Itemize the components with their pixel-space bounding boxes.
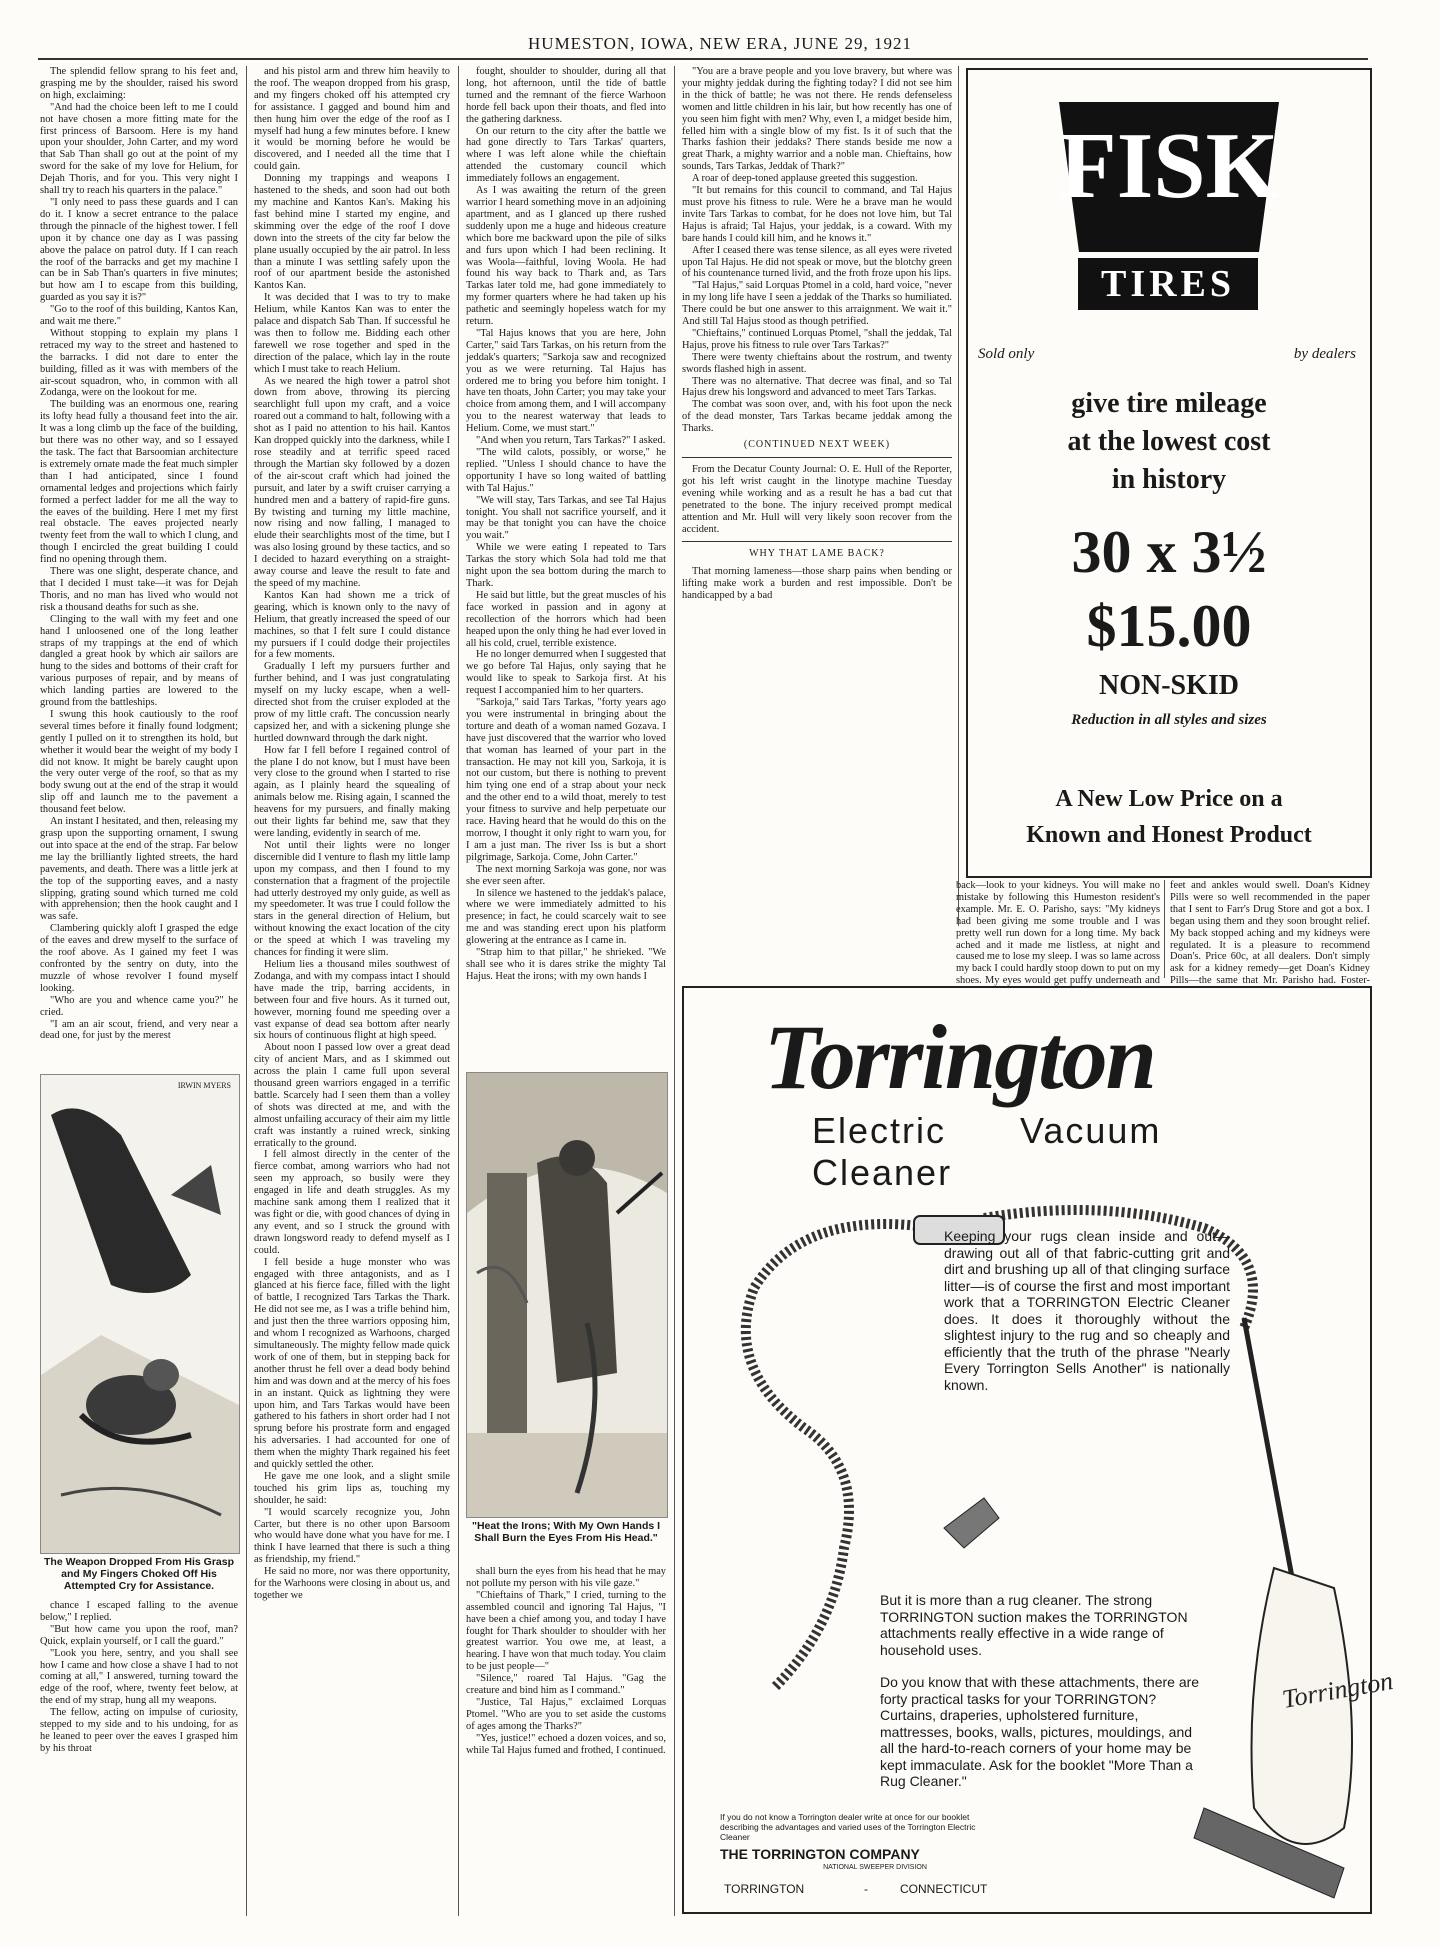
tal-hajus-drawing [467, 1073, 667, 1517]
col2-p: Not until their lights were no longer discernible did I venture to flash my little lamp upon my compass, and then I found to my consternation that a fragment of the projectile had utterly destroyed my only guide, as well as my speedometer. It was true I could follow the stars in the general direction of Helium, but without knowing the exact location of the city or the speed at which I was traveling my chances for finding it were slim. [254, 839, 450, 959]
col2-p: He gave me one look, and a slight smile touched his grim lips as, touching my shoulder, he said: [254, 1470, 450, 1506]
col2-p: I fell beside a huge monster who was engaged with three antagonists, and as I glanced at his fierce face, filled with the light of battle, I recognized Tars Tarkas the Thark. He did not see me, as I was a trifle behind him, and just then the three warriors opposing him, and whom I recognized as Warhoons, charged simultaneously. The mighty fellow made quick work of one of them, but in stepping back for another thrust he fell over a dead body behind him and was down and at the mercy of his foes in an instant. Quick as lightning they were upon him, and Tars Tarkas would have been gathered to his fathers in short order had I not sprung before his prostrate form and engaged his adversaries. I had accounted for one of them when the mighty Thark regained his feet and quickly settled the other. [254, 1256, 450, 1471]
column-rule [246, 66, 247, 1916]
caption-col1: The Weapon Dropped From His Grasp and My Fingers Choked Off His Attempted Cry for Assistance. [44, 1556, 234, 1592]
doans-right [1170, 880, 1370, 987]
bag-logo-text: Torrington [1280, 1665, 1396, 1714]
col1-after-p: "Look you here, sentry, and you shall see how I came and how close a shave I had to not coming at all," I answered, turning toward the edge of the roof, where, twenty feet below, at the end of my strap, hung all my weapons. [40, 1647, 238, 1707]
col2-p: How far I fell before I regained control of the plane I do not know, but I must have been very close to the ground when I started to rise again, as I plainly heard the squealing of animals below me. Rising again, I scanned the heavens for my pursuers, and finally making out their lights far behind me, saw that they were landing, evidently in search of me. [254, 744, 450, 839]
col3-p: He said but little, but the great muscles of his face worked in passion and in agony at recollection of the horrors which had been heaped upon the only thing he had ever loved in all his cold, cruel, terrible existence. [466, 589, 666, 649]
torrington-cleaner: Cleaner [812, 1152, 953, 1193]
torrington-city: TORRINGTON [724, 1882, 805, 1896]
torrington-logo: Torrington [764, 1006, 1155, 1108]
masthead-rule [38, 58, 1368, 60]
torrington-state: CONNECTICUT [900, 1882, 988, 1896]
col1-p: I swung this hook cautiously to the roof several times before it finally found lodgment; gently I pulled on it to strengthen its hold, but whether it would bear the weight of my body I did not know. It might be barely caught upon the very outer verge of the roof, so that as my body swung out at the end of the strap it would slip off and launch me to the pavement a thousand feet below. [40, 708, 238, 816]
col3-after-p: shall burn the eyes from his head that he may not pollute my person with his vile gaze." [466, 1566, 666, 1589]
illustrator-signature: IRWIN MYERS [177, 1081, 231, 1090]
col3-p: As I was awaiting the return of the green warrior I heard something move in an adjoining apartment, and as I glanced up there rushed suddenly upon me a huge and hideous creature which bore me backward upon the pile of silks and furs upon which I had been reclining. It was Woola—faithful, loving Woola. He had found his way back to Thark and, as Tars Tarkas later told me, had gone immediately to my former quarters where he had taken up his pathetic and seemingly hopeless watch for my return. [466, 185, 666, 328]
col3-p: "We will stay, Tars Tarkas, and see Tal Hajus tonight. You shall not sacrifice yourself, and it may be that tonight you can have the choice you wait." [466, 494, 666, 542]
col2-p: He said no more, nor was there opportunity, for the Warhoons were closing in about us, and together we [254, 1566, 450, 1601]
column-3 [466, 66, 666, 1066]
torrington-electric: Electric [812, 1110, 947, 1151]
col4-p: There was no alternative. That decree was final, and so Tal Hajus drew his longsword and advanced to meet Tars Tarkas. [682, 375, 952, 399]
col1-p: The building was an enormous one, rearing its lofty head fully a thousand feet into the air. It was a long climb up the face of the building, but there was no other way, and so I essayed the task. The fact that Barsoomian architecture is extremely ornate made the feat much simpler than I had anticipated, since I found ornamental ledges and projections which fairly formed a perfect ladder for me all the way to the eaves of the building. Here I met my first real obstacle. The eaves projected nearly twenty feet from the wall to which I clung, and though I encircled the great building I could find no opening through them. [40, 399, 238, 566]
masthead: HUMESTON, IOWA, NEW ERA, JUNE 29, 1921 [528, 34, 912, 53]
col4-p: A roar of deep-toned applause greeted this suggestion. [692, 173, 918, 185]
torrington-body-1: Keeping your rugs clean inside and out—drawing out all of that fabric-cutting grit and dirt and brushing up all of that clinging surface litter—is of course the first and most important work that a TORRINGTON Electric Cleaner does. It does it thoroughly without the slightest injury to the rug and so cheaply and efficiently that the truth of the phrase "Nearly Every Torrington Sells Another" is nationally known. [944, 1228, 1230, 1393]
fisk-brand-text: FISK [1059, 114, 1279, 218]
col4-p: "It but remains for this council to command, and Tal Hajus must prove his fitness to rule. Were he a brave man he would invite Tars Tarkas to combat, for he does not love him, but Tal Hajus is afraid; Tal Hajus, your jeddak, is a coward. With my bare hands I could kill him, and he knows it." [682, 185, 952, 244]
col3-p: "The wild calots, possibly, or worse," he replied. "Unless I should chance to have the opportunity I have so long waited of battling with Tal Hajus." [466, 447, 666, 494]
fisk-headline-1: give tire mileage [1071, 388, 1267, 419]
col1-p: Clambering quickly aloft I grasped the edge of the eaves and drew myself to the surface of the roof above. As I gained my feet I was confronted by the sentry on duty, into the muzzle of whose revolver I found myself looking. [40, 923, 238, 994]
col1-p: "Go to the roof of this building, Kantos Kan, and wait me there." [40, 304, 238, 328]
fisk-sold-only: Sold only [978, 346, 1035, 362]
doans-left-text: back—look to your kidneys. You will make no mistake by following this Humeston resident's example. Mr. E. O. Parisho, says: "My kidneys had been giving me some trouble and I was pretty well run down for a long time. My back ached and it made me listless, at night and caused me to lose my sleep. I was so lame across my back I could hardly stoop down to put on my shoes. My eyes would get puffy underneath and [956, 880, 1161, 987]
col2-p: Helium lies a thousand miles southwest of Zodanga, and with my compass intact I should have made the trip, barring accidents, in between four and five hours. As it turned out, however, morning found me speeding over a vast expanse of dead sea bottom after nearly six hours of continuous flight at high speed. [254, 958, 450, 1042]
col4-p: After I ceased there was tense silence, as all eyes were riveted upon Tal Hajus. He did not speak or move, but the blotchy green of his countenance turned livid, and the froth froze upon his lips. [682, 244, 952, 280]
col2-p: About noon I passed low over a great dead city of ancient Mars, and as I skimmed out across the plain I came full upon several thousand green warriors engaged in a terrific battle. Scarcely had I seen them than a volley of shots was directed at me, and with the almost unfailing accuracy of their aim my little craft was instantly a ruined wreck, sinking erratically to the ground. [254, 1042, 450, 1149]
col1-p: "I am an air scout, friend, and very near a dead one, for just by the merest [40, 1018, 238, 1042]
fisk-price: $15.00 [1086, 593, 1252, 659]
fisk-headline-3: in history [1111, 464, 1227, 495]
column-rule [958, 66, 959, 926]
col2-p: It was decided that I was to try to make Helium, while Kantos Kan was to enter the palace and dispatch Sab Than. If successful he was then to follow me. Bidding each other farewell we rose together and sped in the direction of the palace, which lay in the route which I must take to reach Helium. [254, 292, 450, 375]
col2-p: "I would scarcely recognize you, John Carter, but there is no other upon Barsoom who would have done what you have for me. I think I have learned that there is such a thing as friendship, my friend." [254, 1506, 450, 1566]
col3-after-p: "Justice, Tal Hajus," exclaimed Lorquas Ptomel. "Who are you to set aside the customs of ages among the Tharks?" [466, 1696, 666, 1732]
sentry-struggle-drawing [41, 1075, 239, 1553]
fisk-ad [966, 68, 1372, 878]
col3-p: "And when you return, Tars Tarkas?" I asked. [476, 435, 666, 447]
col2-p: Gradually I left my pursuers further and further behind, and I was just congratulating myself on my lucky escape, when a well-directed shot from the cruiser exploded at the prow of my little craft. The concussion nearly capsized her, and with a sickening plunge she hurtled downward through the dark night. [254, 661, 450, 744]
column-1-continued [40, 1600, 238, 1910]
column-rule [458, 66, 459, 1916]
col2-p: I fell almost directly in the center of the fierce combat, among warriors who had not seen my approach, so busily were they engaged in life and death struggles. As my machine sank among them I realized that it was fight or die, with good chances of dying in any event, and so I struck the ground with drawn longsword ready to defend myself as I could. [254, 1149, 450, 1256]
col1-p: "Who are you and whence came you?" he cried. [40, 994, 238, 1018]
divider [682, 541, 952, 542]
torrington-dash: - [864, 1882, 868, 1896]
col3-p: "Sarkoja," said Tars Tarkas, "forty years ago you were instrumental in bringing about the torture and death of a woman named Gozava. I have just discovered that the warrior who loved that woman has learned of your part in the transaction. He may not kill you, Sarkoja, it is not our custom, but there is nothing to prevent him tying one end of a strap about your neck and the other end to a wild thoat, merely to test your fitness to survive and help perpetuate our race. Having heard that he would do this on the morrow, I thought it only right to warn you, for I am a just man. The river Iss is but a short pilgrimage, Sarkoja. Come, John Carter." [466, 697, 666, 863]
col1-p: Without stopping to explain my plans I retraced my way to the street and hastened to the barracks. I did not dare to enter the building, filled as it was with members of the air-scout squadron, who, in common with all Zodanga, were on the lookout for me. [40, 327, 238, 399]
torrington-body-2: But it is more than a rug cleaner. The strong TORRINGTON suction makes the TORRINGTON attachments really effective in a wide range of household uses. [880, 1592, 1188, 1658]
torrington-vacuum: Vacuum [1020, 1110, 1162, 1151]
continued-notice: (CONTINUED NEXT WEEK) [743, 439, 891, 451]
col3-p: He no longer demurred when I suggested that we go before Tal Hajus, only saying that he would like to speak to Sarkoja first. At his request I accompanied him to her quarters. [466, 649, 666, 697]
torrington-division: NATIONAL SWEEPER DIVISION [823, 1864, 927, 1871]
decatur-item: From the Decatur County Journal: O. E. Hull of the Reporter, got his left wrist caught in the linotype machine Tuesday evening while working and as a result he has a bad cut that penetrated to the bone. The injury received prompt medical attention and Mr. Hull will very likely soon recover from the accident. [682, 464, 952, 535]
col1-p: "And had the choice been left to me I could not have chosen a more fitting mate for the first princess of Barsoom. Here is my hand upon your shoulder, John Carter, and my word that Sab Than shall go out at the point of my sword for the sake of my love for Helium, for Dejah Thoris, and for you. This very night I shall try to reach his quarters in the palace." [40, 101, 238, 197]
column-rule [1164, 880, 1165, 978]
col1-after-p: chance I escaped falling to the avenue below," I replied. [40, 1600, 238, 1623]
col1-after-p: "But how came you upon the roof, man? Quick, explain yourself, or I call the guard." [40, 1623, 238, 1647]
col3-p: "Strap him to that pillar," he shrieked. "We shall see who it is dares strike the mighty Tal Hajus. Heat the irons; with my own hands I [466, 947, 666, 982]
col4-p: There were twenty chieftains about the rostrum, and twenty swords flashed high in assent. [682, 351, 952, 375]
fisk-tires-wordmark: TIRES [1078, 258, 1258, 310]
col4-p: "You are a brave people and you love bravery, but where was your mighty jeddak during the fighting today? I did not see him in the thick of battle; he was not there. He rends defenseless women and little children in his lair, but how recently has one of you seen him fight with men? Why, even I, a midget beside him, felled him with a single blow of my fist. Is it of such that the Tharks fashion their jeddaks? There stands beside me now a great Thark, a mighty warrior and a noble man. Chieftains, how sounds, Tars Tarkas, Jeddak of Thark?" [682, 66, 952, 173]
col3-p: While we were eating I repeated to Tars Tarkas the story which Sola had told me that night upon the sea bottom during the march to Thark. [466, 542, 666, 589]
col3-p: "Tal Hajus knows that you are here, John Carter," said Tars Tarkas, on his return from the jeddak's quarters; "Sarkoja saw and recognized you as we were returning. Tal Hajus has ordered me to bring you before him tonight. I have ten thoats, John Carter; you may take your choice from among them, and I will accompany you to the nearest waterway that leads to Helium. Come, we must start." [466, 327, 666, 435]
lame-back-text: That morning lameness—those sharp pains when bending or lifting make work a burden and rest impossible. Don't be handicapped by a bad [682, 566, 952, 602]
col2-p: and his pistol arm and threw him heavily to the roof. The weapon dropped from his grasp, and my fingers choked off his attempted cry for assistance. I gagged and bound him and then hung him over the edge of the roof as I myself had hung a few minutes before. I knew it would be morning before he would be discovered, and I needed all the time that I could gain. [254, 66, 450, 173]
col4-p: The combat was soon over, and, with his foot upon the neck of the dead monster, Tars Tarkas became jeddak among the Tharks. [682, 399, 952, 435]
col3-p: fought, shoulder to shoulder, during all that long, hot afternoon, until the tide of battle turned and the remnant of the fierce Warhoon horde fell back upon their thoats, and fled into the gathering darkness. [466, 66, 666, 125]
col3-p: In silence we hastened to the jeddak's palace, where we were immediately admitted to his presence; in fact, he could scarcely wait to see me and was standing erect upon his platform glowering at the entrance as I came in. [466, 887, 666, 947]
col3-after-p: "Silence," roared Tal Hajus. "Gag the creature and bind him as I command." [466, 1673, 666, 1697]
column-3-continued [466, 1566, 666, 1910]
column-2 [254, 66, 450, 1916]
lame-back-heading: WHY THAT LAME BACK? [749, 548, 885, 560]
col1-p: Clinging to the wall with my feet and one hand I unloosened one of the long leather straps of my trappings at the end of which dangled a great hook by which air sailors are hung to the sides and bottoms of their craft for various purposes of repair, and by means of which landing parties are lowered to the ground from the battleships. [40, 613, 238, 709]
col4-p: "Chieftains," continued Lorquas Ptomel, "shall the jeddak, Tal Hajus, prove his fitness to rule over Tars Tarkas?" [682, 327, 952, 351]
fisk-by-dealers: by dealers [1293, 346, 1356, 362]
column-rule [674, 66, 675, 1916]
fisk-size: 30 x 3½ [1071, 519, 1267, 585]
col3-after-p: "Chieftains of Thark," I cried, turning to the assembled council and ignoring Tal Hajus, "I have been a chief among you, and today I have fought for Thark shoulder to shoulder with her greatest warrior. You owe me, at least, a hearing. I have won that much today. You claim to be just people—" [466, 1589, 666, 1673]
doans-right-text: feet and ankles would swell. Doan's Kidney Pills were so well recommended in the paper that I sent to Farr's Drug Store and got a box. I began using them and they soon brought relief. My back stopped aching and my kidneys were regulated. It is a pleasure to recommend Doan's. Price 60c, at all dealers. Don't simply ask for a kidney remedy—get Doan's Kidney Pills—the same that Mr. Parisho had. Foster- [1170, 880, 1370, 987]
col2-p: Kantos Kan had shown me a trick of gearing, which is known only to the navy of Helium, that greatly increased the speed of our machines, so that I felt sure I could distance my pursuers if I could dodge their projectiles for a few moments. [254, 589, 450, 661]
fisk-headline-2: at the lowest cost [1067, 426, 1271, 457]
fisk-tagline-2: Known and Honest Product [1026, 822, 1312, 848]
illustration-tal-hajus [466, 1072, 668, 1518]
fisk-nonskid: NON-SKID [1098, 670, 1239, 701]
col1-p: There was one slight, desperate chance, and that I decided I must take—it was for Dejah Thoris, and no man has lived who would not risk a thousand deaths for such as she. [40, 566, 238, 613]
torrington-small-print: If you do not know a Torrington dealer write at once for our booklet describing the advantages and varied uses of the Torrington Electric Cleaner [720, 1812, 976, 1842]
illustration-sentry-struggle [40, 1074, 240, 1554]
caption-col3: "Heat the Irons; With My Own Hands I Shall Burn the Eyes From His Head." [471, 1520, 661, 1544]
divider [682, 457, 952, 458]
torrington-company: THE TORRINGTON COMPANY [720, 1846, 920, 1862]
fisk-reduction: Reduction in all styles and sizes [1071, 712, 1267, 728]
col1-p: "I only need to pass these guards and I can do it. I know a secret entrance to the palace through the pinnacle of the highest tower. I fell upon it by chance one day as I was passing above the palace on patrol duty. If I can reach the roof of the barracks and get my machine I can be in Sab Than's quarters in five minutes; but how am I to escape from this building, guarded as you say it is?" [40, 196, 238, 304]
col4-p: "Tal Hajus," said Lorquas Ptomel in a cold, hard voice, "never in my long life have I seen a jeddak of the Tharks so humiliated. There could be but one answer to this arraignment. We wait it." And still Tal Hajus stood as though petrified. [682, 280, 952, 328]
col3-p: The next morning Sarkoja was gone, nor was she ever seen after. [466, 863, 666, 887]
col3-after-p: "Yes, justice!" echoed a dozen voices, and so, while Tal Hajus fumed and frothed, I continued. [466, 1732, 666, 1756]
col3-p: On our return to the city after the battle we had gone directly to Tars Tarkas' quarters, where I was left alone while the chieftain attended the customary council which immediately follows an engagement. [466, 125, 666, 185]
torrington-body-3: Do you know that with these attachments, there are forty practical tasks for your TORRINGTON? Curtains, draperies, upholstered furniture, mattresses, books, walls, pictures, mouldings, and all the hard-to-reach corners of your home may be kept immaculate. Ask for the booklet "More Than a Rug Cleaner." [880, 1674, 1200, 1789]
col1-after-p: The fellow, acting on impulse of curiosity, stepped to my side and to his undoing, for as he leaned to peer over the eaves I grasped him by his throat [40, 1707, 238, 1754]
col2-p: As we neared the high tower a patrol shot down from above, throwing its piercing searchlight full upon my craft, and a voice roared out a command to halt, following with a shot as I paid no attention to his hail. Kantos Kan dropped quickly into the darkness, while I rose steadily and at terrific speed raced through the Martian sky followed by a dozen of the air-scout craft which had joined the pursuit, and later by a swift cruiser carrying a hundred men and a battery of rapid-fire guns. By twisting and turning my little machine, now rising and now falling, I managed to elude their searchlights most of the time, but I was also losing ground by these tactics, and so I decided to hazard everything on a straight-away course and leave the result to fate and the speed of my machine. [254, 375, 450, 589]
fisk-logo [1049, 92, 1289, 262]
torrington-ad [682, 986, 1396, 1914]
col1-p: The splendid fellow sprang to his feet and, grasping me by the shoulder, raised his sword on high, exclaiming: [40, 66, 238, 101]
doans-left [956, 880, 1161, 987]
column-4 [682, 66, 952, 1066]
fisk-tagline-1: A New Low Price on a [1055, 786, 1283, 812]
col2-p: Donning my trappings and weapons I hastened to the sheds, and soon had out both my machine and Kantos Kan's. Making his fast behind mine I started my engine, and skimming over the edge of the roof I dove down into the streets of the city far below the plane usually occupied by the air patrol. In less than a minute I was settling safely upon the roof of our apartment beside the astonished Kantos Kan. [254, 173, 450, 292]
col1-p: An instant I hesitated, and then, releasing my grasp upon the supporting ornament, I swung out into space at the end of the strap. Far below me lay the brilliantly lighted streets, the hard pavements, and death. There was a little jerk at the top of the supporting eaves, and a nasty slipping, grating sound which turned me cold with apprehension; then the hook caught and I was safe. [40, 816, 238, 923]
